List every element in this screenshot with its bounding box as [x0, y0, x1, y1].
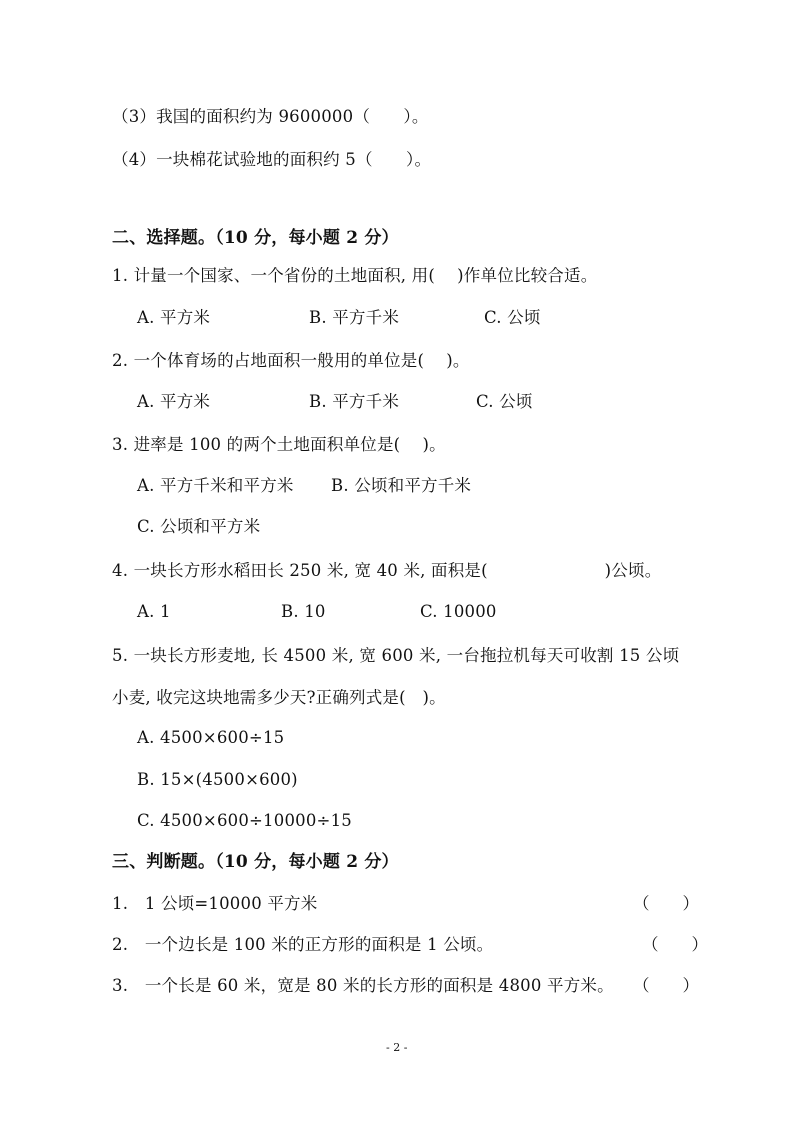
fill-item-3: （3）我国的面积约为 9600000（ ）。 — [112, 107, 429, 126]
judge-item-3-blank: （ ） — [633, 976, 699, 995]
question-2-1: 1. 计量一个国家、一个省份的土地面积, 用( )作单位比较合适。 — [112, 266, 598, 285]
option-2-1-c: C. 公顷 — [484, 308, 541, 327]
question-2-5-line-2: 小麦, 收完这块地需多少天?正确列式是( )。 — [112, 688, 446, 707]
option-2-3-a: A. 平方千米和平方米 — [137, 476, 294, 495]
option-2-4-c: C. 10000 — [420, 602, 497, 621]
question-2-3: 3. 进率是 100 的两个土地面积单位是( )。 — [112, 435, 446, 454]
question-2-4: 4. 一块长方形水稻田长 250 米, 宽 40 米, 面积是( )公顷。 — [112, 561, 662, 580]
option-2-2-c: C. 公顷 — [476, 392, 533, 411]
question-2-5-line-1: 5. 一块长方形麦地, 长 4500 米, 宽 600 米, 一台拖拉机每天可收割 15 公顷 — [112, 646, 680, 665]
judge-item-1-blank: （ ） — [633, 894, 699, 913]
option-2-3-b: B. 公顷和平方千米 — [331, 476, 472, 495]
judge-item-2-blank: （ ） — [642, 935, 708, 954]
section-3-heading: 三、判断题。（10 分，每小题 2 分） — [112, 852, 399, 872]
option-2-4-b: B. 10 — [281, 602, 326, 621]
page-number: - 2 - — [386, 1041, 408, 1054]
judge-item-3: 3. 一个长是 60 米，宽是 80 米的长方形的面积是 4800 平方米。 — [112, 976, 614, 995]
option-2-5-a: A. 4500×600÷15 — [137, 728, 285, 747]
option-2-2-b: B. 平方千米 — [309, 392, 400, 411]
option-2-5-b: B. 15×(4500×600) — [137, 770, 298, 789]
option-2-3-c: C. 公顷和平方米 — [137, 517, 261, 536]
judge-item-1: 1. 1 公顷=10000 平方米 — [112, 894, 318, 913]
option-2-2-a: A. 平方米 — [137, 392, 211, 411]
judge-item-2: 2. 一个边长是 100 米的正方形的面积是 1 公顷。 — [112, 935, 494, 954]
section-2-heading: 二、选择题。（10 分，每小题 2 分） — [112, 228, 399, 248]
option-2-5-c: C. 4500×600÷10000÷15 — [137, 811, 352, 830]
option-2-1-a: A. 平方米 — [137, 308, 211, 327]
option-2-4-a: A. 1 — [137, 602, 171, 621]
option-2-1-b: B. 平方千米 — [309, 308, 400, 327]
fill-item-4: （4）一块棉花试验地的面积约 5（ ）。 — [112, 150, 432, 169]
question-2-2: 2. 一个体育场的占地面积一般用的单位是( )。 — [112, 351, 470, 370]
